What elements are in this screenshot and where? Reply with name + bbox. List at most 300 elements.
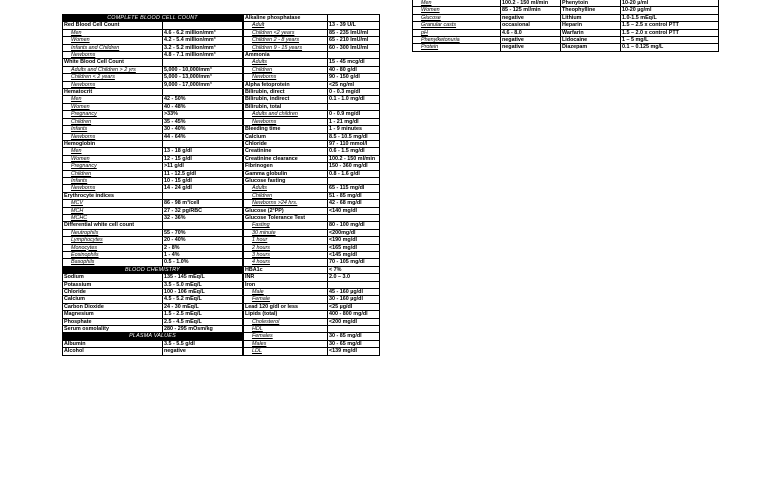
reference-range: 400 - 800 mg/dl xyxy=(328,311,380,318)
left-table-row xyxy=(63,126,243,133)
test-name: Bilirubin, indirect xyxy=(244,96,328,103)
test-name: Magnesium xyxy=(63,311,163,318)
reference-range: 0 - 0.9 mg/dl xyxy=(328,111,380,118)
reference-range: 280 - 295 mOsm/kg xyxy=(163,326,243,333)
test-name: Adults and Children > 2 yrs xyxy=(63,66,163,73)
test-name: Adults and children xyxy=(244,111,328,118)
test-name: Differential white cell count xyxy=(63,222,163,229)
reference-range xyxy=(163,192,243,199)
reference-range: 51 - 85 mg/dl xyxy=(328,192,380,199)
test-name: Newborns xyxy=(63,133,163,140)
reference-range: 30 - 85 mg/dl xyxy=(328,333,380,340)
reference-range: 5,000 - 13,000/mm³ xyxy=(163,74,243,81)
reference-range: 4.6 - 6.2 million/mm³ xyxy=(163,29,243,36)
test-name: Infants xyxy=(63,126,163,133)
reference-range: 55 - 70% xyxy=(163,229,243,236)
reference-range: 20 - 40% xyxy=(163,237,243,244)
test-name: Hemoglobin xyxy=(63,140,163,147)
left-table-row xyxy=(63,52,243,59)
test-name: Monocytes xyxy=(63,244,163,251)
left-table-row xyxy=(63,207,243,214)
left-table-row xyxy=(63,140,243,147)
middle-table-row xyxy=(244,148,380,155)
middle-table-row xyxy=(244,170,380,177)
reference-range: 8.5 - 10.5 mg/dl xyxy=(328,133,380,140)
test-name: Women xyxy=(63,103,163,110)
test-name: 30 minute xyxy=(244,229,328,236)
middle-table-row xyxy=(244,74,380,81)
test-name: Cholesterol xyxy=(244,318,328,325)
test-name: Women xyxy=(63,155,163,162)
test-name: Serum osmolality xyxy=(63,326,163,333)
test-name: Creatinine clearance xyxy=(244,155,328,162)
reference-range: 42 - 68 mg/dl xyxy=(328,200,380,207)
reference-range xyxy=(328,177,380,184)
reference-range: 42 - 50% xyxy=(163,96,243,103)
reference-range: 45 - 160 µg/dl xyxy=(328,289,380,296)
test-name: Male xyxy=(244,289,328,296)
reference-range: <200mg/dl xyxy=(328,229,380,236)
reference-range: <165 mg/dl xyxy=(328,244,380,251)
middle-table-row xyxy=(244,177,380,184)
test-name: Lipids (total) xyxy=(244,311,328,318)
left-table-row xyxy=(63,244,243,251)
reference-range: 65 - 115 mg/dl xyxy=(328,185,380,192)
middle-table-row xyxy=(244,200,380,207)
test-name: Neutrophils xyxy=(63,229,163,236)
reference-range xyxy=(163,89,243,96)
middle-table-row xyxy=(244,59,380,66)
reference-range: <200 mg/dl xyxy=(328,318,380,325)
item-name: Phenylketonuria xyxy=(413,37,501,44)
middle-table-row xyxy=(244,89,380,96)
left-table-row xyxy=(63,318,243,325)
right-table-row xyxy=(413,7,719,14)
left-table-row xyxy=(63,22,243,29)
left-table-row xyxy=(63,214,243,221)
left-table-row xyxy=(63,89,243,96)
middle-table-row xyxy=(244,155,380,162)
left-table-row xyxy=(63,111,243,118)
left-table-row xyxy=(63,81,243,88)
reference-range: 27 - 32 pg/RBC xyxy=(163,207,243,214)
drug-level: 1 – 5 mg/L xyxy=(621,37,719,44)
reference-range: 30 - 160 µg/dl xyxy=(328,296,380,303)
right-table-row xyxy=(413,14,719,21)
reference-range: 32 - 36% xyxy=(163,214,243,221)
reference-range: 90 - 150 g/dl xyxy=(328,74,380,81)
test-name: 2 hours xyxy=(244,244,328,251)
middle-table-row xyxy=(244,303,380,310)
test-name: MCV xyxy=(63,200,163,207)
middle-table-row xyxy=(244,252,380,259)
test-name: Alkaline phosphatase xyxy=(244,15,328,22)
test-name: Potassium xyxy=(63,281,163,288)
reference-range: 3.2 - 5.2 million/mm³ xyxy=(163,44,243,51)
chemistry-values-table xyxy=(243,14,380,356)
test-name: LDL xyxy=(244,348,328,355)
test-name: Glucose (2°PP) xyxy=(244,207,328,214)
reference-range: 1 - 21 mg/dl xyxy=(328,118,380,125)
reference-range: <25 ng/ml xyxy=(328,81,380,88)
reference-range: 60 - 300 ImU/ml xyxy=(328,44,380,51)
reference-range: <145 mg/dl xyxy=(328,252,380,259)
reference-range: 40 - 48% xyxy=(163,103,243,110)
middle-table-row xyxy=(244,140,380,147)
reference-range: 2.0 – 3.0 xyxy=(328,274,380,281)
reference-range: 3.5 - 5.0 mEq/L xyxy=(163,281,243,288)
middle-table-row xyxy=(244,281,380,288)
test-name: INR xyxy=(244,274,328,281)
reference-range xyxy=(328,214,380,221)
right-table-row xyxy=(413,22,719,29)
test-name: Gamma globulin xyxy=(244,170,328,177)
middle-table-row xyxy=(244,15,380,22)
test-name: Males xyxy=(244,340,328,347)
test-name: HDL xyxy=(244,326,328,333)
reference-range: 1 - 4% xyxy=(163,252,243,259)
middle-table-row xyxy=(244,22,380,29)
drug-name: Heparin xyxy=(561,22,621,29)
test-name: Albumin xyxy=(63,340,163,347)
left-table-row xyxy=(63,29,243,36)
test-name: Eosinophils xyxy=(63,252,163,259)
left-table-row xyxy=(63,163,243,170)
left-table-row xyxy=(63,289,243,296)
middle-table-row xyxy=(244,326,380,333)
left-table-row xyxy=(63,281,243,288)
test-name: Adult xyxy=(244,22,328,29)
test-name: Red Blood Cell Count xyxy=(63,22,163,29)
test-name: Ammonia xyxy=(244,52,328,59)
test-name: 3 hours xyxy=(244,252,328,259)
reference-range: >33% xyxy=(163,111,243,118)
test-name: Men xyxy=(63,148,163,155)
drug-name: Lithium xyxy=(561,14,621,21)
reference-range: <139 mg/dl xyxy=(328,348,380,355)
test-name: Alcohol xyxy=(63,348,163,355)
reference-range: 1.5 - 2.5 mEq/L xyxy=(163,311,243,318)
test-name: Men xyxy=(63,96,163,103)
middle-table-row xyxy=(244,340,380,347)
test-name: Men xyxy=(63,29,163,36)
section-header: COMPLETE BLOOD CELL COUNT xyxy=(63,15,243,22)
test-name: MCH xyxy=(63,207,163,214)
reference-range: 14 - 24 g/dl xyxy=(163,185,243,192)
test-name: Pregnancy xyxy=(63,163,163,170)
reference-range: 0.8 - 1.6 g/dl xyxy=(328,170,380,177)
test-name: Iron xyxy=(244,281,328,288)
test-name: Fibrinogen xyxy=(244,163,328,170)
middle-table-row xyxy=(244,37,380,44)
reference-range: 150 - 360 mg/dl xyxy=(328,163,380,170)
middle-table-row xyxy=(244,52,380,59)
middle-table-row xyxy=(244,81,380,88)
left-table-row xyxy=(63,200,243,207)
reference-range xyxy=(328,15,380,22)
left-table-row xyxy=(63,296,243,303)
test-name: Bilirubin, total xyxy=(244,103,328,110)
reference-range: 15 - 45 mcg/dl xyxy=(328,59,380,66)
reference-range: 97 - 110 mmol/l xyxy=(328,140,380,147)
left-table-row xyxy=(63,303,243,310)
urine-drug-levels-table xyxy=(412,0,719,52)
reference-range: <190 mg/dl xyxy=(328,237,380,244)
drug-name: Phenytoin xyxy=(561,0,621,7)
test-name: Phosphate xyxy=(63,318,163,325)
middle-table-row xyxy=(244,274,380,281)
item-value: negative xyxy=(501,37,561,44)
test-name: Creatinine xyxy=(244,148,328,155)
test-name: Glucose Tolerance Test xyxy=(244,214,328,221)
item-name: pH xyxy=(413,29,501,36)
test-name: Children 2 - 8 years xyxy=(244,37,328,44)
test-name: Children xyxy=(244,192,328,199)
test-name: Hematocrit xyxy=(63,89,163,96)
reference-range: < 7% xyxy=(328,266,380,273)
left-table-row xyxy=(63,103,243,110)
reference-range: 4.5 - 5.2 mEq/L xyxy=(163,296,243,303)
test-name: Chloride xyxy=(244,140,328,147)
middle-table-row xyxy=(244,229,380,236)
middle-table-row xyxy=(244,103,380,110)
left-table-row xyxy=(63,96,243,103)
item-value: 85 - 125 ml/min xyxy=(501,7,561,14)
middle-table-row xyxy=(244,44,380,51)
reference-range: 80 - 100 mg/dl xyxy=(328,222,380,229)
middle-table-row xyxy=(244,289,380,296)
test-name: Calcium xyxy=(63,296,163,303)
test-name: Children xyxy=(63,118,163,125)
test-name: Carbon Dioxide xyxy=(63,303,163,310)
test-name: Newborns xyxy=(63,185,163,192)
middle-table-row xyxy=(244,29,380,36)
reference-range: 10 - 15 g/dl xyxy=(163,177,243,184)
reference-range: 86 - 98 m³/cell xyxy=(163,200,243,207)
test-name: Chloride xyxy=(63,289,163,296)
left-table-row xyxy=(63,348,243,355)
test-name: Alpha fetoprotein xyxy=(244,81,328,88)
left-table-row xyxy=(63,170,243,177)
reference-range: 13 - 39 U/L xyxy=(328,22,380,29)
left-table-row xyxy=(63,44,243,51)
reference-range xyxy=(163,222,243,229)
left-table-row xyxy=(63,266,243,273)
left-table-row xyxy=(63,74,243,81)
left-table-row xyxy=(63,274,243,281)
drug-level: 1.0-1.5 mEq/L xyxy=(621,14,719,21)
middle-table-row xyxy=(244,311,380,318)
reference-range: 30 - 65 mg/dl xyxy=(328,340,380,347)
reference-range: 65 - 210 ImU/ml xyxy=(328,37,380,44)
reference-range: >11 g/dl xyxy=(163,163,243,170)
left-table-row xyxy=(63,333,243,340)
reference-range: 70 - 105 mg/dl xyxy=(328,259,380,266)
right-table-row xyxy=(413,29,719,36)
test-name: HBA1c xyxy=(244,266,328,273)
middle-table-row xyxy=(244,222,380,229)
reference-range: 4.8 - 7.1 million/mm³ xyxy=(163,52,243,59)
reference-range: 24 - 30 mEq/L xyxy=(163,303,243,310)
left-table-row xyxy=(63,177,243,184)
middle-table-row xyxy=(244,185,380,192)
test-name: Erythrocyte indices xyxy=(63,192,163,199)
left-table-row xyxy=(63,118,243,125)
reference-range: 40 - 80 g/dl xyxy=(328,66,380,73)
item-name: Granular casts xyxy=(413,22,501,29)
reference-range xyxy=(163,59,243,66)
left-table-row xyxy=(63,326,243,333)
middle-table-row xyxy=(244,266,380,273)
reference-range: 3.5 - 5.5 g/dl xyxy=(163,340,243,347)
item-name: Protein xyxy=(413,44,501,51)
drug-level: 1.5 – 2.5 x control PTT xyxy=(621,22,719,29)
reference-range: <140 mg/dl xyxy=(328,207,380,214)
item-value: negative xyxy=(501,44,561,51)
test-name: Female xyxy=(244,296,328,303)
middle-table-row xyxy=(244,96,380,103)
left-table-row xyxy=(63,155,243,162)
left-table-row xyxy=(63,229,243,236)
middle-table-row xyxy=(244,207,380,214)
left-table-row xyxy=(63,252,243,259)
middle-table-row xyxy=(244,126,380,133)
left-table-row xyxy=(63,148,243,155)
test-name: Bleeding time xyxy=(244,126,328,133)
reference-range xyxy=(328,326,380,333)
left-table-row xyxy=(63,15,243,22)
test-name: Newborns xyxy=(244,118,328,125)
item-name: Glucose xyxy=(413,14,501,21)
middle-table-row xyxy=(244,244,380,251)
left-table-row xyxy=(63,133,243,140)
test-name: Glucose fasting xyxy=(244,177,328,184)
reference-range xyxy=(163,140,243,147)
middle-table-row xyxy=(244,163,380,170)
test-name: MCHC xyxy=(63,214,163,221)
test-name: Adults xyxy=(244,185,328,192)
right-table-row xyxy=(413,0,719,7)
test-name: 4 hours xyxy=(244,259,328,266)
test-name: Newborns xyxy=(63,81,163,88)
reference-range: 1 - 9 minutes xyxy=(328,126,380,133)
test-name: Pregnancy xyxy=(63,111,163,118)
middle-table-row xyxy=(244,111,380,118)
left-table-row xyxy=(63,259,243,266)
test-name: Infants and Children xyxy=(63,44,163,51)
item-name: Women xyxy=(413,7,501,14)
reference-range: 30 - 40% xyxy=(163,126,243,133)
left-table-row xyxy=(63,59,243,66)
reference-range: negative xyxy=(163,348,243,355)
reference-range: 12 - 15 g/dl xyxy=(163,155,243,162)
left-table-row xyxy=(63,185,243,192)
test-name: Infants xyxy=(63,177,163,184)
drug-name: Theophylline xyxy=(561,7,621,14)
reference-range: 13 - 18 g/dl xyxy=(163,148,243,155)
test-name: Lead 120 g/dl or less xyxy=(244,303,328,310)
item-name: Men xyxy=(413,0,501,7)
middle-table-row xyxy=(244,192,380,199)
item-value: occasional xyxy=(501,22,561,29)
drug-name: Warfarin xyxy=(561,29,621,36)
reference-range xyxy=(328,281,380,288)
reference-range: 100.2 - 150 ml/min xyxy=(328,155,380,162)
test-name: Calcium xyxy=(244,133,328,140)
test-name: Children <2 years xyxy=(244,29,328,36)
middle-table-row xyxy=(244,214,380,221)
left-table-row xyxy=(63,222,243,229)
drug-level: 10-20 µg/ml xyxy=(621,7,719,14)
middle-table-row xyxy=(244,259,380,266)
section-header: BLOOD CHEMISTRY xyxy=(63,266,243,273)
middle-table-row xyxy=(244,333,380,340)
drug-name: Lidocaine xyxy=(561,37,621,44)
right-table-row xyxy=(413,44,719,51)
test-name: Females xyxy=(244,333,328,340)
middle-table-row xyxy=(244,133,380,140)
reference-range: 0 - 0.3 mg/dl xyxy=(328,89,380,96)
reference-range: 5,000 - 10,000/mm³ xyxy=(163,66,243,73)
test-name: Newborns >24 hrs. xyxy=(244,200,328,207)
reference-range: 35 - 45% xyxy=(163,118,243,125)
test-name: Sodium xyxy=(63,274,163,281)
reference-range: 9,000 - 17,000/mm³ xyxy=(163,81,243,88)
reference-range xyxy=(328,103,380,110)
reference-range: 2 - 8% xyxy=(163,244,243,251)
test-name: Basophils xyxy=(63,259,163,266)
middle-table-row xyxy=(244,296,380,303)
item-value: 4.6 - 8.0 xyxy=(501,29,561,36)
test-name: Newborns xyxy=(244,74,328,81)
blood-count-table xyxy=(62,14,243,356)
middle-table-row xyxy=(244,237,380,244)
test-name: Children xyxy=(63,170,163,177)
drug-name: Diazepam xyxy=(561,44,621,51)
right-table-row xyxy=(413,37,719,44)
left-table-row xyxy=(63,192,243,199)
drug-level: 10-20 µ/ml xyxy=(621,0,719,7)
test-name: White Blood Cell Count xyxy=(63,59,163,66)
reference-range: 2.5 - 4.5 mEq/L xyxy=(163,318,243,325)
test-name: Children xyxy=(244,66,328,73)
test-name: Children < 2 years xyxy=(63,74,163,81)
reference-range: 4.2 - 5.4 million/mm³ xyxy=(163,37,243,44)
reference-range: 0.1 - 1.0 mg/dl xyxy=(328,96,380,103)
middle-table-row xyxy=(244,66,380,73)
test-name: Children 9 - 15 years xyxy=(244,44,328,51)
item-value: 100.2 - 150 ml/min xyxy=(501,0,561,7)
left-table-row xyxy=(63,311,243,318)
reference-range: 100 - 106 mEq/L xyxy=(163,289,243,296)
middle-table-row xyxy=(244,348,380,355)
item-value: negative xyxy=(501,14,561,21)
test-name: Adults xyxy=(244,59,328,66)
drug-level: 0.1 – 0.125 mg/L xyxy=(621,44,719,51)
reference-range: <25 µg/dl xyxy=(328,303,380,310)
reference-range xyxy=(328,52,380,59)
test-name: Bilirubin, direct xyxy=(244,89,328,96)
reference-range: 135 - 145 mEq/L xyxy=(163,274,243,281)
test-name: 1 hour xyxy=(244,237,328,244)
left-table-row xyxy=(63,237,243,244)
left-table-row xyxy=(63,37,243,44)
reference-range: 85 - 235 ImU/ml xyxy=(328,29,380,36)
drug-level: 1.5 – 2.0 x control PTT xyxy=(621,29,719,36)
test-name: Newborns xyxy=(63,52,163,59)
left-table-row xyxy=(63,66,243,73)
reference-range: 0.6 - 1.5 mg/dl xyxy=(328,148,380,155)
